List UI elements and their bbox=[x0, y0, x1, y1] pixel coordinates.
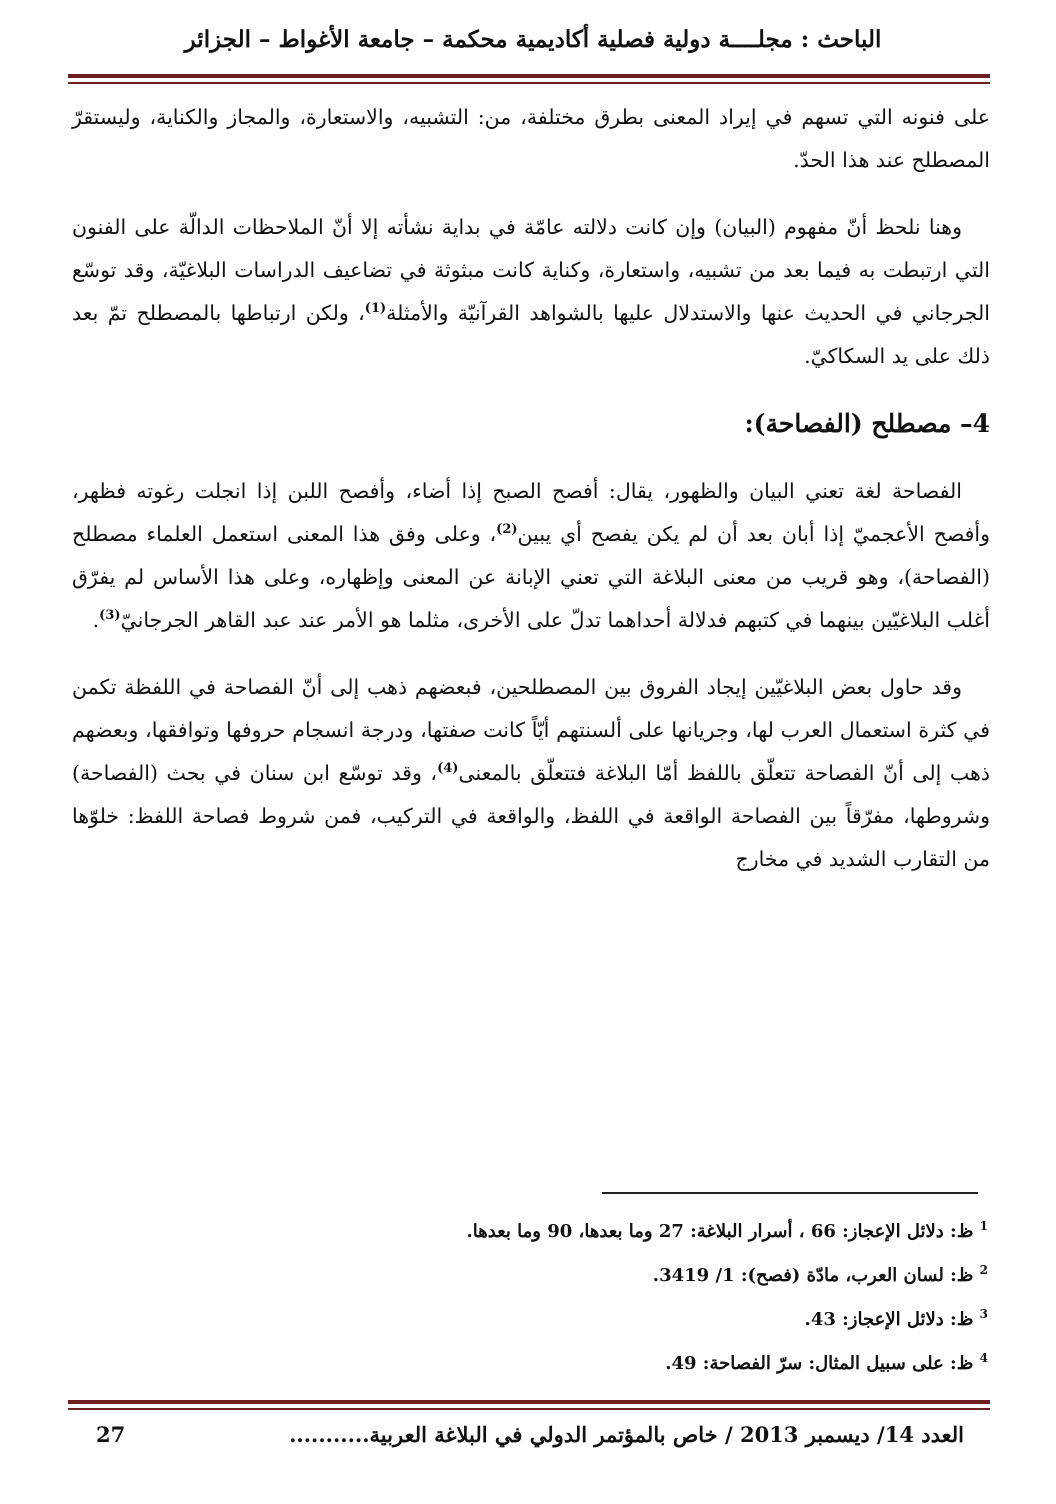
footnote-item bbox=[72, 1342, 988, 1386]
footer-issue-text: العدد 14/ ديسمبر 2013 / خاص بالمؤتمر الدولي في البلاغة العربية........... bbox=[289, 1422, 964, 1447]
footnote-ref-4[interactable]: (4) bbox=[437, 761, 459, 777]
footnote-ref-3[interactable]: (3) bbox=[99, 608, 121, 624]
page-footer bbox=[96, 1422, 964, 1447]
paragraph-2-text-b: ، ولكن ارتباطها بالمصطلح تمّ بعد ذلك على يد السكاكيّ. bbox=[72, 301, 990, 368]
footnote-ref-2[interactable]: (2) bbox=[496, 522, 518, 538]
paragraph-3 bbox=[72, 470, 990, 642]
footnote-ref-1[interactable]: (1) bbox=[364, 301, 387, 317]
footnote-item bbox=[72, 1298, 988, 1342]
footer-rule-thin bbox=[68, 1408, 990, 1410]
paragraph-4-text-b: ، وقد توسّع ابن سنان في بحث (الفصاحة) وشروطها، مفرّقاً بين الفصاحة الواقعة في اللفظ، والواقعة في التركيب، فمن شروط فصاحة اللفظ: خلوّها من التقارب الشديد في مخارج bbox=[72, 761, 990, 871]
header-rule-thin bbox=[68, 82, 990, 84]
paragraph-2-text-a: وهنا نلحظ أنّ مفهوم (البيان) وإن كانت دلالته عامّة في بداية نشأته إلا أنّ الملاحظات الدالّة على الفنون التي ارتبطت به فيما بعد من تشبيه، واستعارة، وكناية كانت مبثوثة في تضاعيف الدراسات البلاغيّة، وقد توسّع الجرجاني في الحديث عنها والاستدلال عليها بالشواهد القرآنيّة والأمثلة bbox=[72, 215, 990, 325]
paragraph-3-text-a: الفصاحة لغة تعني البيان والظهور، يقال: أفصح الصبح إذا أضاء، وأفصح اللبن إذا انجلت رغوته فظهر، وأفصح الأعجميّ إذا أبان بعد أن لم يكن يفصح أي يبين bbox=[72, 479, 991, 546]
paragraph-2 bbox=[72, 206, 990, 378]
header-rule-thick bbox=[68, 74, 990, 78]
paragraph-4 bbox=[72, 666, 990, 881]
footnote-text: ظ: لسان العرب، مادّة (فصح): 1/ 3419. bbox=[652, 1265, 974, 1286]
paragraph-3-text-b: ، وعلى وفق هذا المعنى استعمل العلماء مصطلح (الفصاحة)، وهو قريب من معنى البلاغة التي تعني الإبانة عن المعنى وإظهاره، وعلى هذا الأساس لم يفرّق أغلب البلاغيّين بينهما في كتبهم فدلالة أحداهما تدلّ على الأخرى، مثلما هو الأمر عند عبد القاهر الجرجانيّ bbox=[72, 522, 990, 632]
footnote-number: 3 bbox=[979, 1307, 988, 1321]
paragraph-3-text-c: . bbox=[92, 608, 100, 632]
footnotes bbox=[72, 1210, 988, 1386]
footnote-item bbox=[72, 1254, 988, 1298]
paragraph-1: على فنونه التي تسهم في إيراد المعنى بطرق مختلفة، من: التشبيه، والاستعارة، والمجاز والكناية، وليستقرّ المصطلح عند هذا الحدّ. bbox=[72, 105, 990, 172]
footnote-number: 2 bbox=[979, 1263, 988, 1277]
footnote-text: ظ: دلائل الإعجاز: 43. bbox=[804, 1309, 974, 1330]
journal-header: الباحث : مجلــــة دولية فصلية أكاديمية محكمة – جامعة الأغواط – الجزائر bbox=[184, 26, 882, 53]
footnote-text: ظ: على سبيل المثال: سرّ الفصاحة: 49. bbox=[665, 1353, 974, 1374]
body-text bbox=[72, 96, 990, 905]
footnote-item bbox=[72, 1210, 988, 1254]
section-heading: 4– مصطلح (الفصاحة): bbox=[744, 409, 990, 438]
page-number: 27 bbox=[96, 1422, 126, 1447]
paragraph-4-text-a: وقد حاول بعض البلاغيّين إيجاد الفروق بين المصطلحين، فبعضهم ذهب إلى أنّ الفصاحة في اللفظة تكمن في كثرة استعمال العرب لها، وجريانها على ألسنتهم أيّاً كانت صفتها، ودرجة انسجام حروفها وتوافقها، وبعضهم ذهب إلى أنّ الفصاحة تتعلّق باللفظ أمّا البلاغة فتتعلّق بالمعنى bbox=[72, 675, 990, 785]
footnote-number: 4 bbox=[979, 1351, 988, 1365]
footnote-text: ظ: دلائل الإعجاز: 66 ، أسرار البلاغة: 27 وما بعدها، 90 وما بعدها. bbox=[466, 1221, 974, 1242]
footer-rule-thick bbox=[68, 1400, 990, 1404]
footnote-number: 1 bbox=[979, 1219, 988, 1233]
footnote-separator bbox=[602, 1192, 978, 1194]
